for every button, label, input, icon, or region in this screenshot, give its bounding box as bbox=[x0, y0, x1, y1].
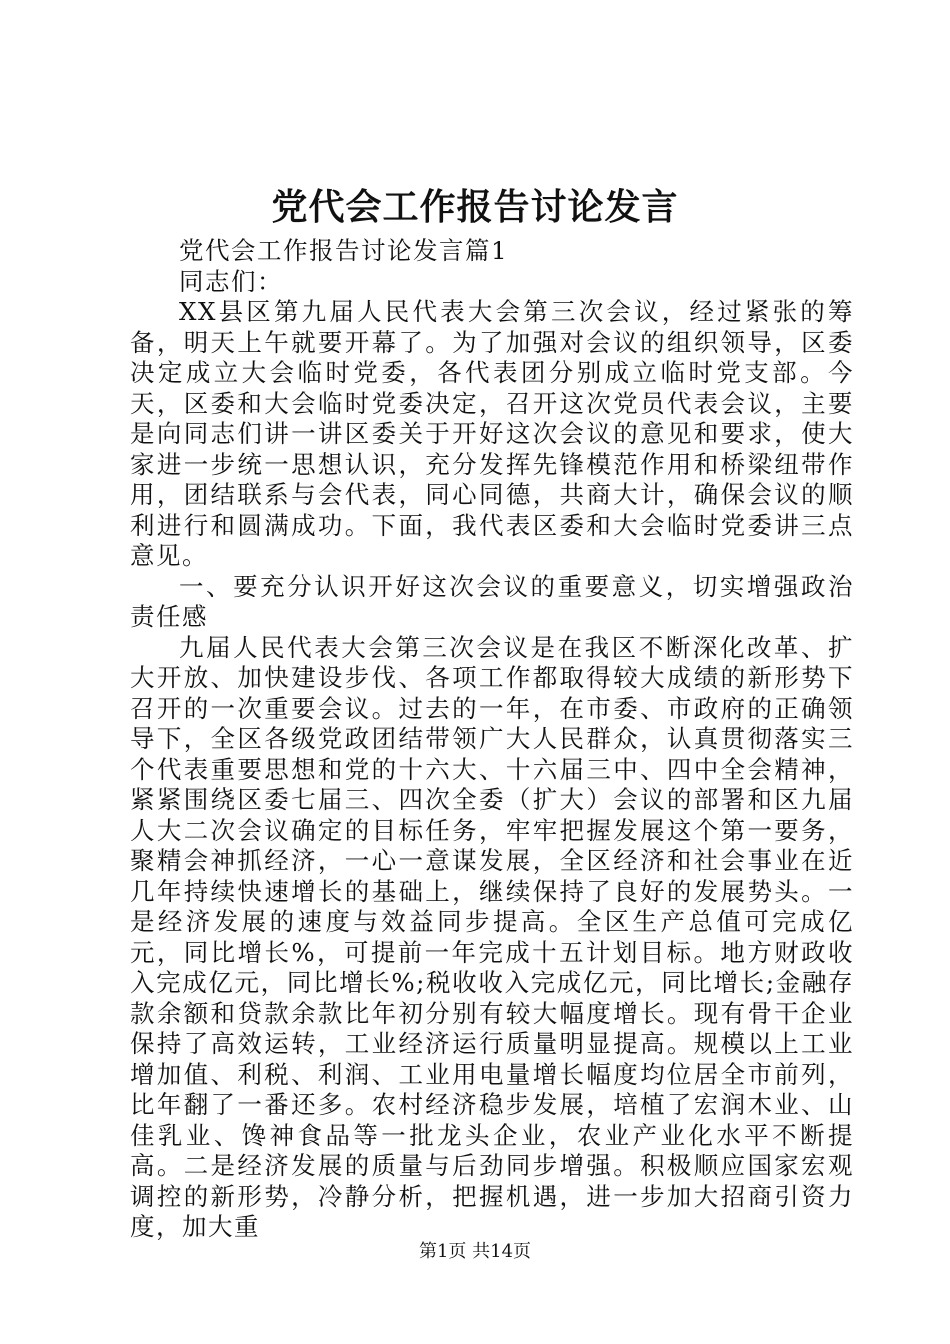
document-body bbox=[130, 236, 854, 1243]
page-footer: 第1页 共14页 bbox=[418, 1241, 532, 1262]
section-heading-1: 一、要充分认识开好这次会议的重要意义，切实增强政治责任感 bbox=[130, 571, 854, 631]
paragraph-intro: XX县区第九届人民代表大会第三次会议，经过紧张的筹备，明天上午就要开幕了。为了加强对会议的组织领导，区委决定成立大会临时党委，各代表团分别成立临时党支部。今天，区委和大会临时党委决定，召开这次党员代表会议，主要是向同志们讲一讲区委关于开好这次会议的意见和要求，使大家进一步统一思想认识，充分发挥先锋模范作用和桥梁纽带作用，团结联系与会代表，同心同德，共商大计，确保会议的顺利进行和圆满成功。下面，我代表区委和大会临时党委讲三点意见。 bbox=[130, 297, 854, 570]
document-subtitle: 党代会工作报告讨论发言篇1 bbox=[179, 236, 509, 265]
document-title: 党代会工作报告讨论发言 bbox=[271, 186, 679, 228]
salutation: 同志们： bbox=[179, 266, 283, 296]
paragraph-section-1: 九届人民代表大会第三次会议是在我区不断深化改革、扩大开放、加快建设步伐、各项工作都取得较大成绩的新形势下召开的一次重要会议。过去的一年，在市委、市政府的正确领导下，全区各级党政团结带领广大人民群众，认真贯彻落实三个代表重要思想和党的十六大、十六届三中、四中全会精神，紧紧围绕区委七届三、四次全委（扩大）会议的部署和区九届人大二次会议确定的目标任务，牢牢把握发展这个第一要务，聚精会神抓经济，一心一意谋发展，全区经济和社会事业在近几年持续快速增长的基础上，继续保持了良好的发展势头。一是经济发展的速度与效益同步提高。全区生产总值可完成亿元，同比增长%，可提前一年完成十五计划目标。地方财政收入完成亿元，同比增长%;税收收入完成亿元，同比增长;金融存款余额和贷款余款比年初分别有较大幅度增长。现有骨干企业保持了高效运转，工业经济运行质量明显提高。规模以上工业增加值、利税、利润、工业用电量增长幅度均位居全市前列，比年翻了一番还多。农村经济稳步发展，培植了宏润木业、山佳乳业、馋神食品等一批龙头企业，农业产业化水平不断提高。二是经济发展的质量与后劲同步增强。积极顺应国家宏观调控的新形势，冷静分析，把握机遇，进一步加大招商引资力度，加大重 bbox=[130, 632, 854, 1241]
